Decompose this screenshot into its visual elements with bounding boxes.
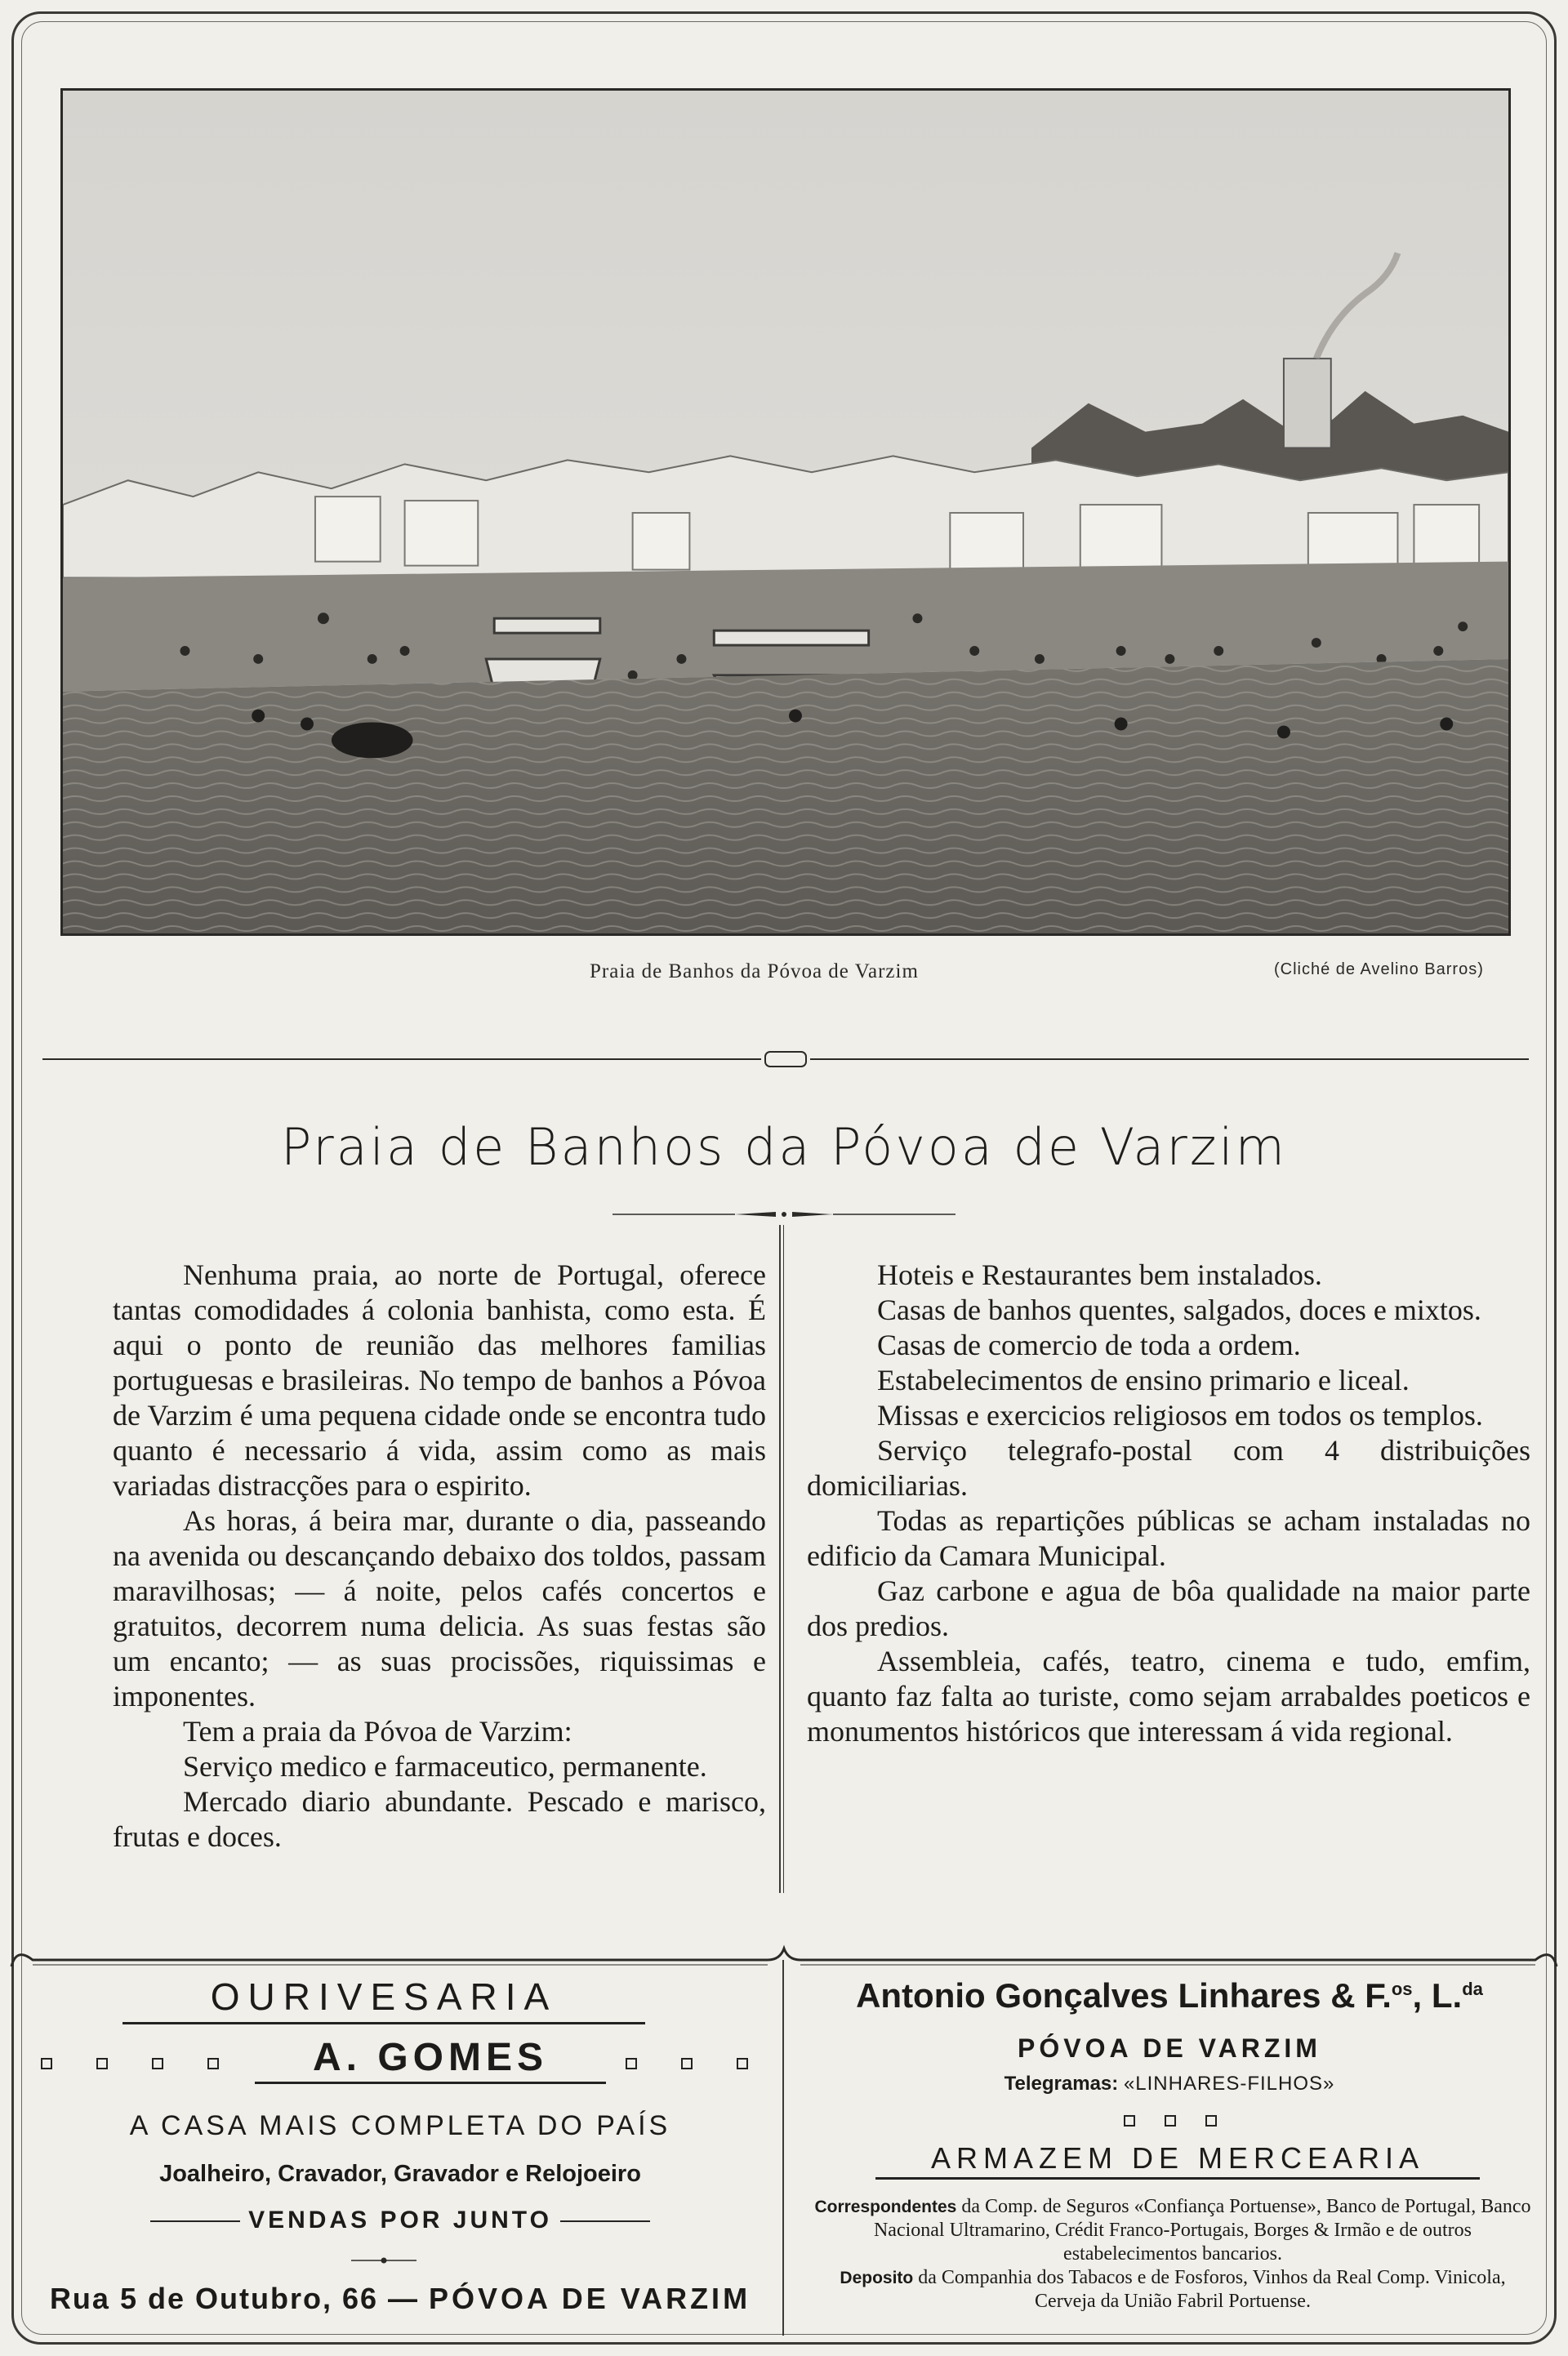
square-ornament — [41, 2058, 52, 2069]
ad-left-sales-text: VENDAS POR JUNTO — [248, 2207, 552, 2234]
square-ornament — [96, 2058, 108, 2069]
paragraph: Casas de banhos quentes, salgados, doces e mixtos. — [877, 1294, 1481, 1326]
ad-left-address-sep: — — [388, 2282, 420, 2315]
small-ornament — [351, 2254, 416, 2267]
ad-right-telegram — [794, 2073, 1545, 2095]
paragraph: Casas de comercio de toda a ordem. — [877, 1329, 1301, 1361]
rule — [560, 2220, 650, 2222]
ad-right-correspondents-text: da Comp. de Seguros «Confiança Portuense», Banco de Portugal, Banco Nacional Ultramarino, Crédit Franco-Portugais, Borges & Irmão e de outros estabelecimentos bancarios. — [873, 2196, 1531, 2265]
ad-right-firm-mid: , L. — [1412, 1976, 1463, 2015]
paragraph: Mercado diario abundante. Pescado e marisco, frutas e doces. — [113, 1785, 766, 1853]
paragraph: As horas, á beira mar, durante o dia, passeando na avenida ou descançando debaixo dos toldos, passam maravilhosas; — á noite, pelos cafés concertos e gratuitos, decorrem numa delicia. As suas festas são um encanto; — as suas procissões, riquissimas e imponentes. — [113, 1504, 766, 1712]
paragraph: Nenhuma praia, ao norte de Portugal, oferece tantas comodidades á colonia banhista, como esta. É aqui o ponto de reunião das melhores familias portuguesas e brasileiras. No tempo de banhos a Póvoa de Varzim é uma pequena cidade onde se encontra tudo quanto é necessario á vida, assim como as mais variadas distracções para o espirito. — [113, 1258, 766, 1502]
paragraph: Gaz carbone e agua de bôa qualidade na maior parte dos predios. — [807, 1574, 1530, 1642]
article-left-column — [113, 1258, 766, 1855]
ad-right-business: ARMAZEM DE MERCEARIA — [875, 2141, 1480, 2180]
square-ornament — [1205, 2115, 1217, 2127]
article-right-column — [807, 1258, 1530, 1749]
paragraph: Serviço medico e farmaceutico, permanente. — [183, 1750, 707, 1783]
paragraph: Estabelecimentos de ensino primario e liceal. — [877, 1364, 1410, 1396]
photo-credit: (Cliché de Avelino Barros) — [1274, 960, 1484, 978]
ad-right-telegram-value: «LINHARES-FILHOS» — [1123, 2073, 1335, 2095]
section-divider — [42, 1047, 1529, 1071]
ad-right-firm-sup: os — [1391, 1979, 1413, 1999]
ad-left-trades: Joalheiro, Cravador, Gravador e Relojoeiro — [159, 2161, 641, 2187]
ad-right-deposit-text: da Companhia dos Tabacos e de Fosforos, Vinhos da Real Comp. Vinicola, Cerveja da União Fabril Portuense. — [918, 2267, 1506, 2312]
square-ornament — [626, 2058, 637, 2069]
ad-left-name-row — [33, 2035, 768, 2084]
ad-right-firm-name: Antonio Gonçalves Linhares & F. — [856, 1976, 1392, 2015]
article-title: Praia de Banhos da Póvoa de Varzim — [281, 1117, 1287, 1177]
square-ornament — [1165, 2115, 1176, 2127]
ad-left-address — [33, 2282, 768, 2316]
paragraph: Todas as repartições públicas se acham instaladas no edificio da Camara Municipal. — [807, 1504, 1530, 1572]
ad-left-sales — [33, 2207, 768, 2234]
ad-left-street: Rua 5 de Outubro, 66 — [49, 2282, 378, 2315]
square-ornament — [207, 2058, 219, 2069]
column-divider — [779, 1225, 784, 1893]
beach-photo — [60, 88, 1511, 936]
photo-caption: Praia de Banhos da Póvoa de Varzim — [590, 960, 919, 982]
ad-left-slogan: A CASA MAIS COMPLETA DO PAÍS — [129, 2110, 671, 2141]
ad-right-correspondents-label: Correspondentes — [814, 2198, 957, 2216]
square-ornament — [1124, 2115, 1135, 2127]
ad-left-town: PÓVOA DE VARZIM — [429, 2282, 751, 2315]
ad-right-firm-sup: da — [1462, 1979, 1483, 1999]
square-ornament — [737, 2058, 748, 2069]
square-ornament — [152, 2058, 163, 2069]
ad-left-heading: OURIVESARIA — [122, 1975, 645, 2024]
square-ornament — [681, 2058, 693, 2069]
ads-column-divider — [782, 1960, 787, 2336]
paragraph: Serviço telegrafo-postal com 4 distribuições domiciliarias. — [807, 1434, 1530, 1502]
paragraph: Missas e exercicios religiosos em todos os templos. — [877, 1399, 1483, 1432]
title-ornament — [612, 1205, 956, 1223]
paragraph: Assembleia, cafés, teatro, cinema e tudo, emfim, quanto faz falta ao turiste, como sejam arrabaldes poeticos e monumentos históricos que interessam á vida regional. — [807, 1645, 1530, 1748]
ad-right-telegram-label: Telegramas: — [1004, 2073, 1119, 2095]
ad-right-town: PÓVOA DE VARZIM — [1018, 2033, 1321, 2063]
paragraph: Tem a praia da Póvoa de Varzim: — [183, 1715, 572, 1748]
ad-right-details — [813, 2195, 1532, 2314]
ad-left-name: A. GOMES — [255, 2035, 606, 2084]
square-ornament-row — [1124, 2115, 1222, 2131]
ad-right-deposit-label: Deposito — [840, 2269, 914, 2287]
ad-right-firm — [794, 1976, 1545, 2015]
paragraph: Hoteis e Restaurantes bem instalados. — [877, 1258, 1322, 1291]
rule — [150, 2220, 240, 2222]
beach-photo-illustration — [63, 91, 1508, 933]
